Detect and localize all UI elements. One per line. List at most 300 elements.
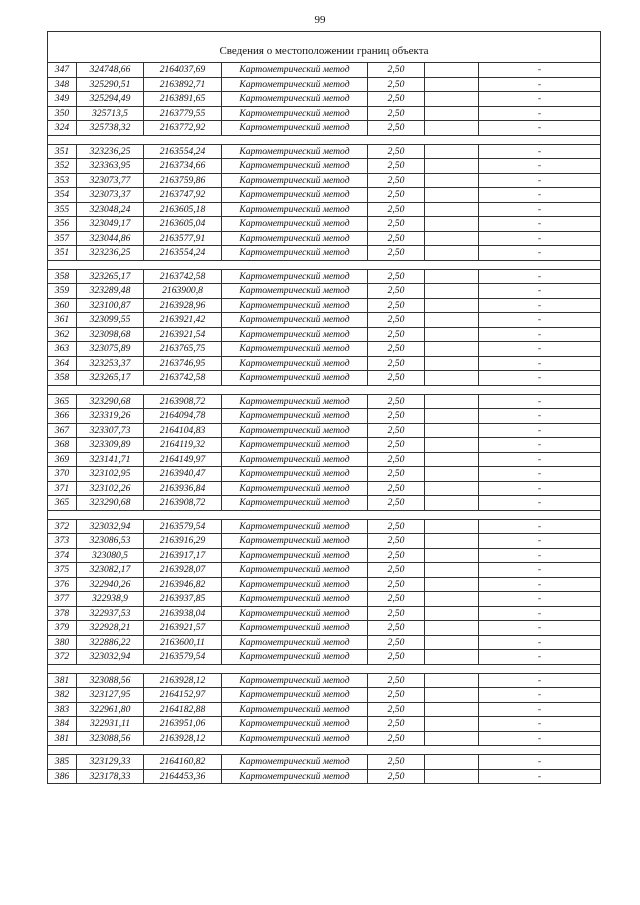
group-separator-row: [48, 664, 601, 673]
empty-cell: [425, 173, 479, 188]
empty-cell: [425, 106, 479, 121]
x-coordinate-cell: 323236,25: [77, 246, 144, 261]
accuracy-cell: 2,50: [368, 481, 425, 496]
empty-cell: [425, 731, 479, 746]
empty-cell: [425, 121, 479, 136]
table-row: [48, 327, 601, 342]
accuracy-cell: 2,50: [368, 621, 425, 636]
x-coordinate-cell: 323088,56: [77, 673, 144, 688]
note-cell: -: [479, 284, 601, 299]
y-coordinate-cell: 2163921,57: [144, 621, 222, 636]
empty-cell: [425, 92, 479, 107]
note-cell: -: [479, 755, 601, 770]
y-coordinate-cell: 2163928,12: [144, 673, 222, 688]
accuracy-cell: 2,50: [368, 202, 425, 217]
method-cell: Картометрический метод: [222, 313, 368, 328]
method-cell: Картометрический метод: [222, 563, 368, 578]
note-cell: -: [479, 298, 601, 313]
method-cell: Картометрический метод: [222, 231, 368, 246]
accuracy-cell: 2,50: [368, 650, 425, 665]
x-coordinate-cell: 323073,37: [77, 188, 144, 203]
method-cell: Картометрический метод: [222, 202, 368, 217]
table-row: [48, 284, 601, 299]
group-separator-row: [48, 260, 601, 269]
note-cell: -: [479, 217, 601, 232]
y-coordinate-cell: 2163765,75: [144, 342, 222, 357]
note-cell: -: [479, 188, 601, 203]
table-row: [48, 769, 601, 784]
empty-cell: [425, 755, 479, 770]
empty-cell: [425, 246, 479, 261]
point-number-cell: 358: [48, 371, 77, 386]
empty-cell: [425, 423, 479, 438]
table-title: Сведения о местоположении границ объекта: [48, 32, 601, 63]
method-cell: Картометрический метод: [222, 92, 368, 107]
accuracy-cell: 2,50: [368, 577, 425, 592]
empty-cell: [425, 394, 479, 409]
boundary-coordinates-table: [47, 31, 601, 784]
note-cell: -: [479, 650, 601, 665]
empty-cell: [425, 77, 479, 92]
point-number-cell: 362: [48, 327, 77, 342]
empty-cell: [425, 327, 479, 342]
x-coordinate-cell: 323307,73: [77, 423, 144, 438]
y-coordinate-cell: 2164104,83: [144, 423, 222, 438]
method-cell: Картометрический метод: [222, 327, 368, 342]
method-cell: Картометрический метод: [222, 519, 368, 534]
table-row: [48, 592, 601, 607]
y-coordinate-cell: 2163734,66: [144, 159, 222, 174]
point-number-cell: 356: [48, 217, 77, 232]
y-coordinate-cell: 2163908,72: [144, 394, 222, 409]
empty-cell: [425, 202, 479, 217]
point-number-cell: 385: [48, 755, 77, 770]
accuracy-cell: 2,50: [368, 635, 425, 650]
method-cell: Картометрический метод: [222, 496, 368, 511]
y-coordinate-cell: 2163916,29: [144, 534, 222, 549]
method-cell: Картометрический метод: [222, 673, 368, 688]
method-cell: Картометрический метод: [222, 438, 368, 453]
empty-cell: [425, 356, 479, 371]
accuracy-cell: 2,50: [368, 63, 425, 78]
method-cell: Картометрический метод: [222, 144, 368, 159]
group-separator-cell: [48, 664, 601, 673]
group-separator-cell: [48, 510, 601, 519]
method-cell: Картометрический метод: [222, 298, 368, 313]
y-coordinate-cell: 2163900,8: [144, 284, 222, 299]
empty-cell: [425, 231, 479, 246]
y-coordinate-cell: 2163772,92: [144, 121, 222, 136]
table-body: [48, 32, 601, 784]
empty-cell: [425, 467, 479, 482]
x-coordinate-cell: 323309,89: [77, 438, 144, 453]
table-row: [48, 394, 601, 409]
table-row: [48, 188, 601, 203]
table-row: [48, 231, 601, 246]
accuracy-cell: 2,50: [368, 702, 425, 717]
note-cell: -: [479, 423, 601, 438]
accuracy-cell: 2,50: [368, 246, 425, 261]
table-row: [48, 173, 601, 188]
accuracy-cell: 2,50: [368, 298, 425, 313]
x-coordinate-cell: 325294,49: [77, 92, 144, 107]
empty-cell: [425, 409, 479, 424]
method-cell: Картометрический метод: [222, 717, 368, 732]
table-row: [48, 563, 601, 578]
point-number-cell: 355: [48, 202, 77, 217]
method-cell: Картометрический метод: [222, 423, 368, 438]
method-cell: Картометрический метод: [222, 77, 368, 92]
point-number-cell: 375: [48, 563, 77, 578]
x-coordinate-cell: 322961,80: [77, 702, 144, 717]
method-cell: Картометрический метод: [222, 63, 368, 78]
note-cell: -: [479, 327, 601, 342]
y-coordinate-cell: 2163951,06: [144, 717, 222, 732]
point-number-cell: 364: [48, 356, 77, 371]
method-cell: Картометрический метод: [222, 688, 368, 703]
table-row: [48, 371, 601, 386]
empty-cell: [425, 438, 479, 453]
point-number-cell: 358: [48, 269, 77, 284]
table-row: [48, 63, 601, 78]
method-cell: Картометрический метод: [222, 121, 368, 136]
empty-cell: [425, 217, 479, 232]
note-cell: -: [479, 106, 601, 121]
y-coordinate-cell: 2163938,04: [144, 606, 222, 621]
method-cell: Картометрический метод: [222, 173, 368, 188]
x-coordinate-cell: 325738,32: [77, 121, 144, 136]
note-cell: -: [479, 673, 601, 688]
table-row: [48, 121, 601, 136]
note-cell: -: [479, 144, 601, 159]
point-number-cell: 351: [48, 246, 77, 261]
x-coordinate-cell: 323032,94: [77, 650, 144, 665]
point-number-cell: 351: [48, 144, 77, 159]
table-row: [48, 159, 601, 174]
y-coordinate-cell: 2163891,65: [144, 92, 222, 107]
method-cell: Картометрический метод: [222, 621, 368, 636]
y-coordinate-cell: 2163921,42: [144, 313, 222, 328]
note-cell: -: [479, 577, 601, 592]
note-cell: -: [479, 269, 601, 284]
note-cell: -: [479, 313, 601, 328]
point-number-cell: 381: [48, 731, 77, 746]
table-row: [48, 423, 601, 438]
page-number: 99: [314, 14, 326, 26]
table-row: [48, 621, 601, 636]
accuracy-cell: 2,50: [368, 496, 425, 511]
point-number-cell: 369: [48, 452, 77, 467]
empty-cell: [425, 371, 479, 386]
table-row: [48, 467, 601, 482]
table-row: [48, 92, 601, 107]
x-coordinate-cell: 323086,53: [77, 534, 144, 549]
x-coordinate-cell: 323044,86: [77, 231, 144, 246]
method-cell: Картометрический метод: [222, 269, 368, 284]
note-cell: -: [479, 548, 601, 563]
note-cell: -: [479, 438, 601, 453]
y-coordinate-cell: 2164119,32: [144, 438, 222, 453]
empty-cell: [425, 313, 479, 328]
accuracy-cell: 2,50: [368, 121, 425, 136]
empty-cell: [425, 577, 479, 592]
method-cell: Картометрический метод: [222, 635, 368, 650]
accuracy-cell: 2,50: [368, 563, 425, 578]
method-cell: Картометрический метод: [222, 394, 368, 409]
method-cell: Картометрический метод: [222, 481, 368, 496]
x-coordinate-cell: 323098,68: [77, 327, 144, 342]
empty-cell: [425, 606, 479, 621]
method-cell: Картометрический метод: [222, 755, 368, 770]
accuracy-cell: 2,50: [368, 731, 425, 746]
y-coordinate-cell: 2164160,82: [144, 755, 222, 770]
table-row: [48, 688, 601, 703]
note-cell: -: [479, 121, 601, 136]
empty-cell: [425, 563, 479, 578]
table-row: [48, 246, 601, 261]
x-coordinate-cell: 322938,9: [77, 592, 144, 607]
x-coordinate-cell: 322928,21: [77, 621, 144, 636]
table-row: [48, 356, 601, 371]
point-number-cell: 324: [48, 121, 77, 136]
table-row: [48, 77, 601, 92]
note-cell: -: [479, 592, 601, 607]
y-coordinate-cell: 2163747,92: [144, 188, 222, 203]
x-coordinate-cell: 323049,17: [77, 217, 144, 232]
y-coordinate-cell: 2163579,54: [144, 519, 222, 534]
accuracy-cell: 2,50: [368, 231, 425, 246]
point-number-cell: 361: [48, 313, 77, 328]
group-separator-cell: [48, 260, 601, 269]
point-number-cell: 378: [48, 606, 77, 621]
method-cell: Картометрический метод: [222, 534, 368, 549]
y-coordinate-cell: 2164182,88: [144, 702, 222, 717]
table-row: [48, 496, 601, 511]
accuracy-cell: 2,50: [368, 592, 425, 607]
accuracy-cell: 2,50: [368, 173, 425, 188]
note-cell: -: [479, 621, 601, 636]
empty-cell: [425, 621, 479, 636]
empty-cell: [425, 144, 479, 159]
accuracy-cell: 2,50: [368, 688, 425, 703]
method-cell: Картометрический метод: [222, 702, 368, 717]
x-coordinate-cell: 323102,26: [77, 481, 144, 496]
accuracy-cell: 2,50: [368, 673, 425, 688]
method-cell: Картометрический метод: [222, 159, 368, 174]
x-coordinate-cell: 323178,33: [77, 769, 144, 784]
note-cell: -: [479, 534, 601, 549]
accuracy-cell: 2,50: [368, 534, 425, 549]
y-coordinate-cell: 2164152,97: [144, 688, 222, 703]
table-row: [48, 313, 601, 328]
note-cell: -: [479, 688, 601, 703]
note-cell: -: [479, 606, 601, 621]
point-number-cell: 383: [48, 702, 77, 717]
y-coordinate-cell: 2164453,36: [144, 769, 222, 784]
point-number-cell: 365: [48, 394, 77, 409]
x-coordinate-cell: 322886,22: [77, 635, 144, 650]
point-number-cell: 347: [48, 63, 77, 78]
note-cell: -: [479, 356, 601, 371]
point-number-cell: 377: [48, 592, 77, 607]
note-cell: -: [479, 635, 601, 650]
note-cell: -: [479, 702, 601, 717]
accuracy-cell: 2,50: [368, 371, 425, 386]
note-cell: -: [479, 173, 601, 188]
method-cell: Картометрический метод: [222, 188, 368, 203]
table-row: [48, 452, 601, 467]
point-number-cell: 376: [48, 577, 77, 592]
method-cell: Картометрический метод: [222, 342, 368, 357]
empty-cell: [425, 769, 479, 784]
table-row: [48, 548, 601, 563]
y-coordinate-cell: 2164149,97: [144, 452, 222, 467]
accuracy-cell: 2,50: [368, 106, 425, 121]
point-number-cell: 381: [48, 673, 77, 688]
x-coordinate-cell: 323127,95: [77, 688, 144, 703]
table-row: [48, 217, 601, 232]
method-cell: Картометрический метод: [222, 409, 368, 424]
empty-cell: [425, 519, 479, 534]
table-row: [48, 438, 601, 453]
accuracy-cell: 2,50: [368, 269, 425, 284]
x-coordinate-cell: 324748,66: [77, 63, 144, 78]
y-coordinate-cell: 2163928,12: [144, 731, 222, 746]
note-cell: -: [479, 409, 601, 424]
y-coordinate-cell: 2163554,24: [144, 144, 222, 159]
accuracy-cell: 2,50: [368, 519, 425, 534]
accuracy-cell: 2,50: [368, 606, 425, 621]
point-number-cell: 380: [48, 635, 77, 650]
x-coordinate-cell: 323100,87: [77, 298, 144, 313]
accuracy-cell: 2,50: [368, 717, 425, 732]
y-coordinate-cell: 2163779,55: [144, 106, 222, 121]
y-coordinate-cell: 2163921,54: [144, 327, 222, 342]
accuracy-cell: 2,50: [368, 284, 425, 299]
x-coordinate-cell: 322940,26: [77, 577, 144, 592]
y-coordinate-cell: 2163746,95: [144, 356, 222, 371]
y-coordinate-cell: 2163605,04: [144, 217, 222, 232]
y-coordinate-cell: 2163759,86: [144, 173, 222, 188]
empty-cell: [425, 650, 479, 665]
table-row: [48, 144, 601, 159]
x-coordinate-cell: 323290,68: [77, 394, 144, 409]
group-separator-row: [48, 746, 601, 755]
table-row: [48, 702, 601, 717]
method-cell: Картометрический метод: [222, 577, 368, 592]
table-row: [48, 481, 601, 496]
y-coordinate-cell: 2163600,11: [144, 635, 222, 650]
point-number-cell: 374: [48, 548, 77, 563]
y-coordinate-cell: 2163742,58: [144, 269, 222, 284]
x-coordinate-cell: 323048,24: [77, 202, 144, 217]
table-row: [48, 534, 601, 549]
method-cell: Картометрический метод: [222, 548, 368, 563]
point-number-cell: 382: [48, 688, 77, 703]
y-coordinate-cell: 2163917,17: [144, 548, 222, 563]
x-coordinate-cell: 323265,17: [77, 269, 144, 284]
table-row: [48, 342, 601, 357]
table-title-row: [48, 32, 601, 63]
y-coordinate-cell: 2163554,24: [144, 246, 222, 261]
group-separator-row: [48, 385, 601, 394]
note-cell: -: [479, 371, 601, 386]
y-coordinate-cell: 2163892,71: [144, 77, 222, 92]
accuracy-cell: 2,50: [368, 423, 425, 438]
empty-cell: [425, 159, 479, 174]
group-separator-row: [48, 510, 601, 519]
empty-cell: [425, 717, 479, 732]
table-row: [48, 673, 601, 688]
method-cell: Картометрический метод: [222, 650, 368, 665]
table-row: [48, 409, 601, 424]
method-cell: Картометрический метод: [222, 606, 368, 621]
point-number-cell: 386: [48, 769, 77, 784]
empty-cell: [425, 298, 479, 313]
y-coordinate-cell: 2164037,69: [144, 63, 222, 78]
y-coordinate-cell: 2163946,82: [144, 577, 222, 592]
note-cell: -: [479, 519, 601, 534]
note-cell: -: [479, 92, 601, 107]
table-row: [48, 606, 601, 621]
accuracy-cell: 2,50: [368, 755, 425, 770]
note-cell: -: [479, 77, 601, 92]
empty-cell: [425, 452, 479, 467]
empty-cell: [425, 688, 479, 703]
empty-cell: [425, 481, 479, 496]
x-coordinate-cell: 323088,56: [77, 731, 144, 746]
method-cell: Картометрический метод: [222, 371, 368, 386]
table-row: [48, 650, 601, 665]
table-row: [48, 577, 601, 592]
y-coordinate-cell: 2163908,72: [144, 496, 222, 511]
note-cell: -: [479, 481, 601, 496]
point-number-cell: 348: [48, 77, 77, 92]
empty-cell: [425, 188, 479, 203]
empty-cell: [425, 592, 479, 607]
note-cell: -: [479, 246, 601, 261]
empty-cell: [425, 63, 479, 78]
point-number-cell: 366: [48, 409, 77, 424]
x-coordinate-cell: 325290,51: [77, 77, 144, 92]
accuracy-cell: 2,50: [368, 356, 425, 371]
empty-cell: [425, 496, 479, 511]
accuracy-cell: 2,50: [368, 159, 425, 174]
point-number-cell: 354: [48, 188, 77, 203]
y-coordinate-cell: 2163936,84: [144, 481, 222, 496]
method-cell: Картометрический метод: [222, 769, 368, 784]
note-cell: -: [479, 159, 601, 174]
note-cell: -: [479, 394, 601, 409]
y-coordinate-cell: 2163742,58: [144, 371, 222, 386]
x-coordinate-cell: 323032,94: [77, 519, 144, 534]
table-row: [48, 269, 601, 284]
note-cell: -: [479, 731, 601, 746]
table-row: [48, 202, 601, 217]
accuracy-cell: 2,50: [368, 92, 425, 107]
method-cell: Картометрический метод: [222, 731, 368, 746]
empty-cell: [425, 342, 479, 357]
table-row: [48, 731, 601, 746]
note-cell: -: [479, 231, 601, 246]
note-cell: -: [479, 342, 601, 357]
y-coordinate-cell: 2163928,07: [144, 563, 222, 578]
note-cell: -: [479, 452, 601, 467]
point-number-cell: 349: [48, 92, 77, 107]
x-coordinate-cell: 323082,17: [77, 563, 144, 578]
method-cell: Картометрический метод: [222, 467, 368, 482]
method-cell: Картометрический метод: [222, 246, 368, 261]
